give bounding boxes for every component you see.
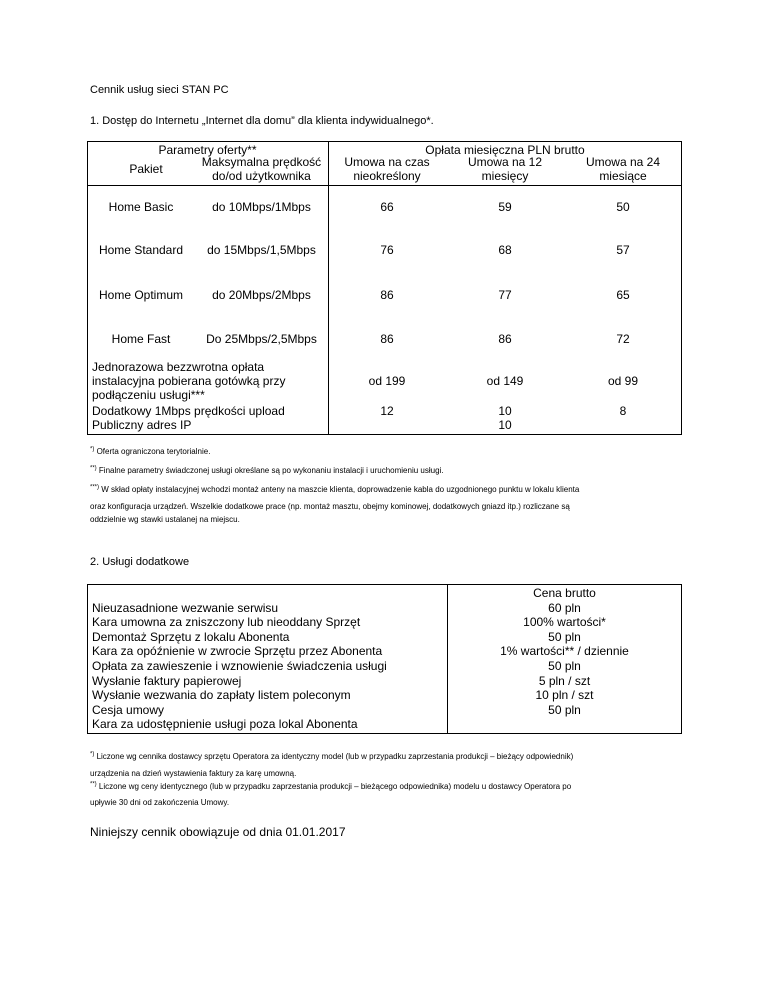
upload-12: 10: [498, 404, 512, 418]
note-marker: *): [90, 446, 95, 453]
upload-24: 8: [619, 404, 627, 418]
col-12-header: Umowa na 12 miesięcy: [467, 155, 543, 183]
row-price-24: 50: [616, 200, 630, 214]
note-3-line-3: oddzielnie wg stawki ustalanej na miejscu.: [90, 515, 240, 524]
service-label: Wysłanie wezwania do zapłaty listem poleconym: [92, 688, 351, 703]
pricing-table: [87, 141, 682, 435]
note-3-line-1: [90, 484, 579, 496]
service-label: Kara za opóźnienie w zwrocie Sprzętu przez Abonenta: [92, 644, 383, 659]
service-label: Demontaż Sprzętu z lokalu Abonenta: [92, 629, 290, 644]
install-fee-24: od 99: [607, 374, 639, 388]
install-fee-indef: od 199: [368, 374, 406, 388]
note-2: [90, 465, 444, 477]
public-ip-12: 10: [498, 418, 512, 432]
row-price-12: 68: [498, 243, 512, 257]
col-indef-header: Umowa na czas nieokreślony: [344, 155, 430, 183]
row-price-12: 77: [498, 288, 512, 302]
install-fee-12: od 149: [486, 374, 524, 388]
row-price-12: 59: [498, 200, 512, 214]
note-4-line-1: [90, 751, 573, 763]
note-text: Liczone wg ceny identycznego (lub w przypadku zaprzestania produkcji – bieżącego odpowiednika) modelu u dostawcy Operatora po: [98, 782, 572, 791]
service-price: 50 pln: [548, 702, 581, 717]
service-label: Opłata za zawieszenie i wznowienie świadczenia usługi: [92, 659, 387, 673]
row-price-indef: 86: [380, 288, 394, 302]
service-price: 5 pln / szt: [538, 673, 591, 688]
install-fee-label: Jednorazowa bezzwrotna opłata instalacyjna pobierana gotówką przy podłączeniu usługi***: [92, 360, 286, 402]
service-price: 60 pln: [548, 600, 581, 615]
service-label: Wysłanie faktury papierowej: [92, 673, 242, 688]
document-header: Cennik usług sieci STAN PC: [90, 84, 229, 96]
note-3-line-2: oraz konfiguracja urządzeń. Wszelkie dodatkowe prace (np. montaż masztu, obejmy kominowej, dodatkowych gniazd itp.) rozliczane są: [90, 502, 570, 511]
note-marker: **): [90, 781, 97, 788]
section-2-title: 2. Usługi dodatkowe: [90, 556, 190, 568]
service-label: Cesja umowy: [92, 702, 165, 717]
note-5-line-1: [90, 781, 571, 793]
pakiet-header: Pakiet: [129, 162, 163, 176]
row-name: Home Standard: [98, 243, 184, 257]
row-speed: do 10Mbps/1Mbps: [212, 200, 311, 214]
note-text: Finalne parametry świadczonej usługi określane są po wykonaniu instalacji i uruchomieniu usługi.: [98, 466, 444, 475]
public-ip-label: Publiczny adres IP: [92, 418, 192, 432]
note-marker: *): [90, 751, 95, 758]
service-price: 100% wartości*: [523, 615, 606, 630]
row-name: Home Fast: [111, 332, 171, 346]
note-text: Oferta ograniczona terytorialnie.: [96, 447, 211, 456]
service-price: 10 pln / szt: [535, 688, 594, 703]
row-price-24: 65: [616, 288, 630, 302]
note-marker: ***): [90, 484, 100, 491]
row-price-indef: 66: [380, 200, 394, 214]
row-price-12: 86: [498, 332, 512, 346]
row-speed: do 15Mbps/1,5Mbps: [207, 243, 316, 257]
price-header: Cena brutto: [533, 586, 596, 600]
note-text: W skład opłaty instalacyjnej wchodzi montaż anteny na maszcie klienta, doprowadzenie kabla do uzgodnionego punktu w lokalu klienta: [101, 485, 580, 494]
note-1: [90, 446, 210, 458]
fee-header: Opłata miesięczna PLN brutto: [425, 143, 585, 157]
service-label: Kara umowna za zniszczony lub nieoddany Sprzęt: [92, 615, 361, 630]
validity-footer: Niniejszy cennik obowiązuje od dnia 01.01.2017: [90, 825, 346, 839]
service-label: Kara za udostępnienie usługi poza lokal Abonenta: [92, 717, 358, 732]
note-marker: **): [90, 465, 97, 472]
note-4-line-2: urządzenia na dzień wystawienia faktury za karę umowną.: [90, 769, 297, 778]
note-text: Liczone wg cennika dostawcy sprzętu Operatora za identyczny model (lub w przypadku zaprzestania produkcji – bieżący odpowiednik): [96, 752, 574, 761]
row-price-indef: 76: [380, 243, 394, 257]
param-header: Parametry oferty**: [158, 143, 257, 157]
row-speed: Do 25Mbps/2,5Mbps: [206, 332, 317, 346]
row-price-indef: 86: [380, 332, 394, 346]
service-price: 50 pln: [548, 629, 581, 644]
row-speed: do 20Mbps/2Mbps: [212, 288, 311, 302]
row-name: Home Optimum: [98, 288, 184, 302]
upload-indef: 12: [380, 404, 394, 418]
service-price: 50 pln: [548, 659, 581, 673]
upload-label: Dodatkowy 1Mbps prędkości upload: [92, 404, 285, 418]
services-table: [87, 584, 682, 734]
note-5-line-2: upływie 30 dni od zakończenia Umowy.: [90, 798, 230, 807]
speed-header: Maksymalna prędkość do/od użytkownika: [201, 155, 322, 183]
section-1-title: 1. Dostęp do Internetu „Internet dla domu” dla klienta indywidualnego*.: [90, 115, 434, 127]
col-24-header: Umowa na 24 miesiące: [585, 155, 661, 183]
service-label: Nieuzasadnione wezwanie serwisu: [92, 600, 279, 615]
row-price-24: 57: [616, 243, 630, 257]
service-price: 1% wartości** / dziennie: [500, 644, 629, 659]
row-price-24: 72: [616, 332, 630, 346]
row-name: Home Basic: [108, 200, 174, 214]
